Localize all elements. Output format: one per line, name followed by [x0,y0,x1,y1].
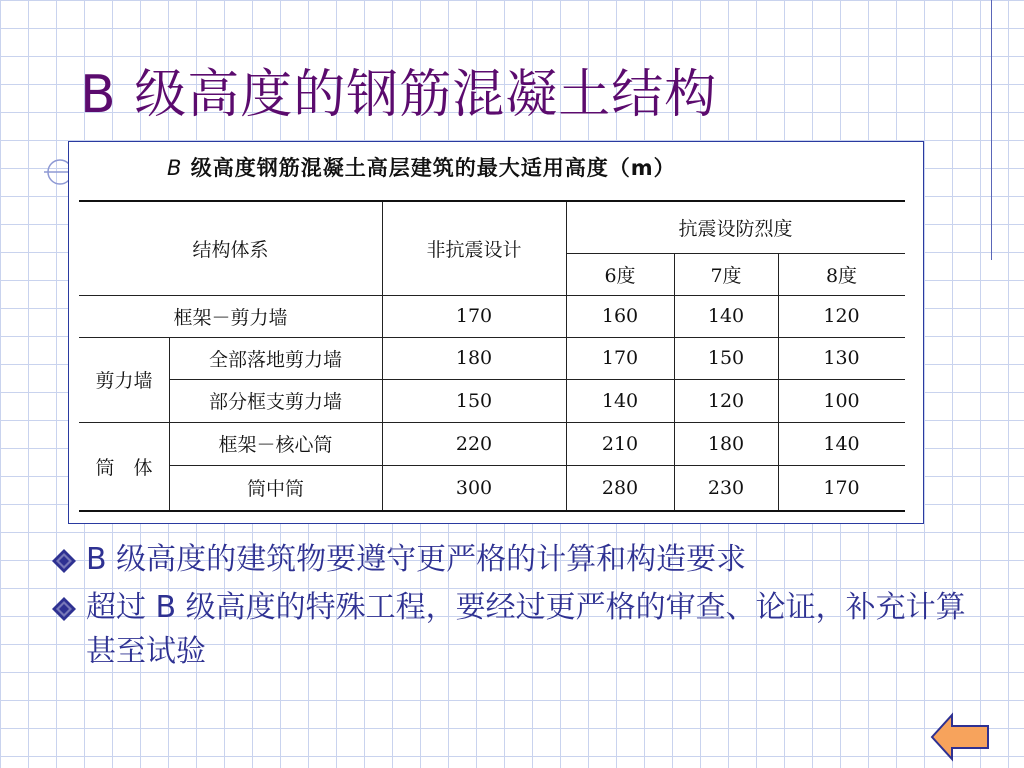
slide-vertical-rule [991,0,992,260]
header-seismic-intensity: 抗震设防烈度 [678,218,793,240]
row-degree-6-value: 140 [601,389,639,412]
header-non-seismic: 非抗震设计 [426,239,522,261]
table-caption-text: 级高度钢筋混凝土高层建筑的最大适用高度（m） [190,156,676,180]
header-structure-system: 结构体系 [192,239,269,261]
row-structure-name: 框架－剪力墙 [173,306,288,329]
row-degree-8-value: 120 [823,305,860,327]
row-degree-8-value: 170 [823,476,860,499]
height-limit-table [68,141,924,524]
row-degree-6-value: 160 [601,305,639,327]
list-item [46,538,966,582]
row-degree-6-value: 280 [601,476,639,499]
header-degree-8: 8度 [825,264,858,287]
group-shear-wall: 剪力墙 [95,370,153,392]
row-degree-6-value: 210 [601,432,639,455]
diamond-bullet-icon [50,547,78,575]
slide-title: B 级高度的钢筋混凝土结构 [80,65,718,125]
row-degree-8-value: 100 [823,389,860,412]
left-arrow-icon[interactable] [930,712,992,762]
table-bottom-rule [79,510,905,512]
row-structure-name: 部分框支剪力墙 [208,391,342,413]
row-degree-7-value: 140 [707,305,745,327]
row-degree-8-value: 130 [823,347,860,369]
header-degree-6: 6度 [604,264,636,287]
bullet-list [46,538,966,678]
row-degree-7-value: 120 [707,389,745,412]
row-structure-name: 全部落地剪力墙 [208,348,342,371]
table-caption-prefix: B [167,156,183,180]
group-tube: 筒 体 [95,456,153,479]
row-structure-name: 框架－核心筒 [218,434,333,456]
row-non-seismic-value: 170 [455,305,493,327]
bullet-text: B 级高度的建筑物要遵守更严格的计算和构造要求 [86,542,747,577]
header-degree-7: 7度 [710,264,742,287]
row-degree-7-value: 230 [707,476,745,499]
list-item [46,586,966,674]
row-non-seismic-value: 220 [455,432,493,455]
row-structure-name: 筒中筒 [246,478,304,500]
row-degree-7-value: 180 [707,432,745,455]
row-non-seismic-value: 300 [455,476,493,499]
row-degree-7-value: 150 [707,347,745,369]
table-caption [167,152,676,182]
row-degree-8-value: 140 [823,432,860,455]
row-non-seismic-value: 180 [455,347,493,369]
row-degree-6-value: 170 [601,347,639,369]
bullet-text: 超过 B 级高度的特殊工程，要经过更严格的审查、论证，补充计算甚至试验 [86,590,966,669]
row-non-seismic-value: 150 [455,389,493,412]
diamond-bullet-icon [50,595,78,623]
